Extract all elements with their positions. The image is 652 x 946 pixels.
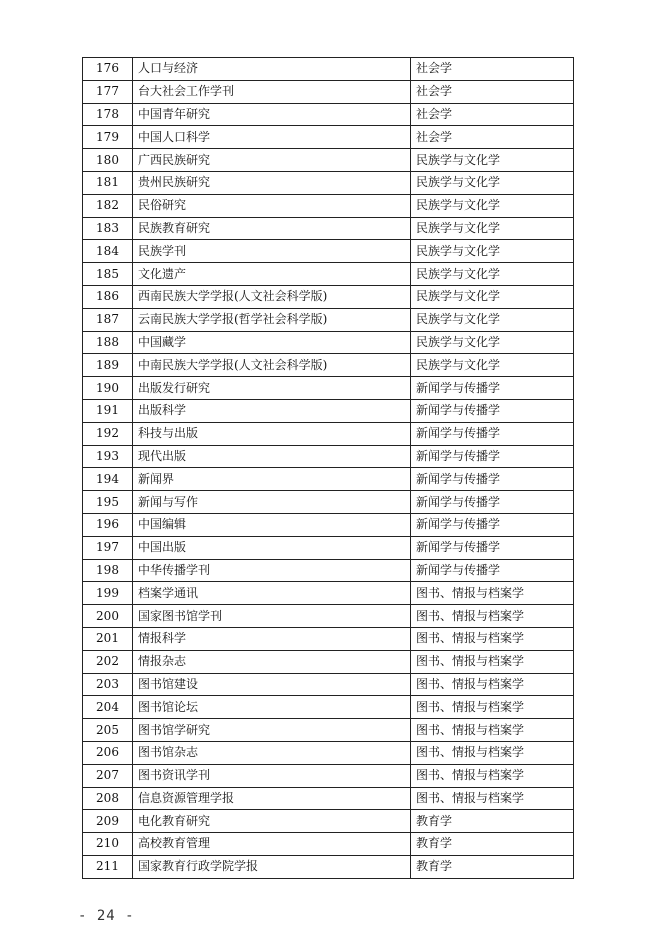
journal-name: 人口与经济: [133, 58, 411, 81]
subject-category: 民族学与文化学: [411, 217, 574, 240]
subject-category: 新闻学与传播学: [411, 559, 574, 582]
journal-name: 新闻界: [133, 468, 411, 491]
table-row: [83, 627, 574, 650]
table-row: [83, 194, 574, 217]
journal-name: 中国编辑: [133, 513, 411, 536]
journal-table: [82, 57, 574, 879]
table-row: [83, 650, 574, 673]
table-row: [83, 126, 574, 149]
table-row: [83, 468, 574, 491]
journal-name: 情报杂志: [133, 650, 411, 673]
journal-table-body: [83, 58, 574, 879]
subject-category: 社会学: [411, 58, 574, 81]
subject-category: 社会学: [411, 103, 574, 126]
journal-name: 民族教育研究: [133, 217, 411, 240]
journal-name: 高校教育管理: [133, 833, 411, 856]
table-row: [83, 58, 574, 81]
row-number: 185: [83, 263, 133, 286]
row-number: 176: [83, 58, 133, 81]
row-number: 193: [83, 445, 133, 468]
journal-name: 中国出版: [133, 536, 411, 559]
table-row: [83, 171, 574, 194]
table-row: [83, 445, 574, 468]
subject-category: 新闻学与传播学: [411, 491, 574, 514]
journal-name: 文化遗产: [133, 263, 411, 286]
table-row: [83, 422, 574, 445]
table-row: [83, 855, 574, 878]
row-number: 202: [83, 650, 133, 673]
subject-category: 民族学与文化学: [411, 171, 574, 194]
table-row: [83, 582, 574, 605]
subject-category: 新闻学与传播学: [411, 377, 574, 400]
row-number: 195: [83, 491, 133, 514]
journal-name: 中南民族大学学报(人文社会科学版): [133, 354, 411, 377]
subject-category: 图书、情报与档案学: [411, 719, 574, 742]
subject-category: 图书、情报与档案学: [411, 582, 574, 605]
journal-name: 民俗研究: [133, 194, 411, 217]
journal-name: 图书馆建设: [133, 673, 411, 696]
journal-name: 图书馆论坛: [133, 696, 411, 719]
row-number: 187: [83, 308, 133, 331]
subject-category: 新闻学与传播学: [411, 536, 574, 559]
row-number: 188: [83, 331, 133, 354]
journal-name: 中国青年研究: [133, 103, 411, 126]
journal-name: 档案学通讯: [133, 582, 411, 605]
table-row: [83, 513, 574, 536]
subject-category: 社会学: [411, 126, 574, 149]
subject-category: 图书、情报与档案学: [411, 764, 574, 787]
subject-category: 图书、情报与档案学: [411, 696, 574, 719]
journal-name: 图书资讯学刊: [133, 764, 411, 787]
journal-name: 国家教育行政学院学报: [133, 855, 411, 878]
row-number: 196: [83, 513, 133, 536]
journal-name: 西南民族大学学报(人文社会科学版): [133, 285, 411, 308]
journal-name: 图书馆学研究: [133, 719, 411, 742]
journal-name: 情报科学: [133, 627, 411, 650]
row-number: 205: [83, 719, 133, 742]
row-number: 184: [83, 240, 133, 263]
journal-name: 中华传播学刊: [133, 559, 411, 582]
subject-category: 民族学与文化学: [411, 240, 574, 263]
journal-name: 信息资源管理学报: [133, 787, 411, 810]
row-number: 183: [83, 217, 133, 240]
table-row: [83, 833, 574, 856]
subject-category: 图书、情报与档案学: [411, 605, 574, 628]
journal-name: 新闻与写作: [133, 491, 411, 514]
subject-category: 教育学: [411, 810, 574, 833]
row-number: 210: [83, 833, 133, 856]
journal-name: 国家图书馆学刊: [133, 605, 411, 628]
journal-name: 图书馆杂志: [133, 741, 411, 764]
row-number: 198: [83, 559, 133, 582]
row-number: 200: [83, 605, 133, 628]
subject-category: 图书、情报与档案学: [411, 741, 574, 764]
row-number: 177: [83, 80, 133, 103]
subject-category: 新闻学与传播学: [411, 445, 574, 468]
table-row: [83, 787, 574, 810]
row-number: 207: [83, 764, 133, 787]
table-row: [83, 491, 574, 514]
row-number: 190: [83, 377, 133, 400]
subject-category: 民族学与文化学: [411, 149, 574, 172]
table-row: [83, 536, 574, 559]
journal-name: 电化教育研究: [133, 810, 411, 833]
subject-category: 民族学与文化学: [411, 354, 574, 377]
table-row: [83, 149, 574, 172]
journal-name: 科技与出版: [133, 422, 411, 445]
table-row: [83, 764, 574, 787]
table-row: [83, 308, 574, 331]
subject-category: 民族学与文化学: [411, 285, 574, 308]
row-number: 182: [83, 194, 133, 217]
table-row: [83, 331, 574, 354]
row-number: 191: [83, 399, 133, 422]
subject-category: 图书、情报与档案学: [411, 650, 574, 673]
row-number: 201: [83, 627, 133, 650]
row-number: 186: [83, 285, 133, 308]
row-number: 192: [83, 422, 133, 445]
subject-category: 新闻学与传播学: [411, 468, 574, 491]
table-row: [83, 810, 574, 833]
row-number: 179: [83, 126, 133, 149]
table-row: [83, 559, 574, 582]
row-number: 180: [83, 149, 133, 172]
journal-name: 中国藏学: [133, 331, 411, 354]
subject-category: 民族学与文化学: [411, 263, 574, 286]
subject-category: 新闻学与传播学: [411, 399, 574, 422]
journal-name: 出版科学: [133, 399, 411, 422]
subject-category: 图书、情报与档案学: [411, 787, 574, 810]
journal-name: 广西民族研究: [133, 149, 411, 172]
page-number: - 24 -: [78, 908, 135, 924]
table-row: [83, 605, 574, 628]
table-row: [83, 103, 574, 126]
row-number: 199: [83, 582, 133, 605]
row-number: 209: [83, 810, 133, 833]
table-row: [83, 354, 574, 377]
journal-name: 中国人口科学: [133, 126, 411, 149]
subject-category: 新闻学与传播学: [411, 513, 574, 536]
row-number: 189: [83, 354, 133, 377]
table-row: [83, 263, 574, 286]
subject-category: 图书、情报与档案学: [411, 627, 574, 650]
row-number: 197: [83, 536, 133, 559]
journal-name: 民族学刊: [133, 240, 411, 263]
table-row: [83, 240, 574, 263]
row-number: 211: [83, 855, 133, 878]
journal-name: 台大社会工作学刊: [133, 80, 411, 103]
subject-category: 图书、情报与档案学: [411, 673, 574, 696]
subject-category: 民族学与文化学: [411, 308, 574, 331]
journal-name: 出版发行研究: [133, 377, 411, 400]
table-row: [83, 673, 574, 696]
row-number: 204: [83, 696, 133, 719]
subject-category: 民族学与文化学: [411, 194, 574, 217]
subject-category: 教育学: [411, 855, 574, 878]
table-row: [83, 696, 574, 719]
table-row: [83, 741, 574, 764]
journal-name: 现代出版: [133, 445, 411, 468]
subject-category: 新闻学与传播学: [411, 422, 574, 445]
table-row: [83, 285, 574, 308]
row-number: 206: [83, 741, 133, 764]
row-number: 178: [83, 103, 133, 126]
table-row: [83, 80, 574, 103]
row-number: 208: [83, 787, 133, 810]
table-row: [83, 217, 574, 240]
row-number: 203: [83, 673, 133, 696]
row-number: 194: [83, 468, 133, 491]
table-row: [83, 399, 574, 422]
table-row: [83, 719, 574, 742]
subject-category: 教育学: [411, 833, 574, 856]
journal-name: 贵州民族研究: [133, 171, 411, 194]
row-number: 181: [83, 171, 133, 194]
table-row: [83, 377, 574, 400]
subject-category: 民族学与文化学: [411, 331, 574, 354]
journal-name: 云南民族大学学报(哲学社会科学版): [133, 308, 411, 331]
subject-category: 社会学: [411, 80, 574, 103]
